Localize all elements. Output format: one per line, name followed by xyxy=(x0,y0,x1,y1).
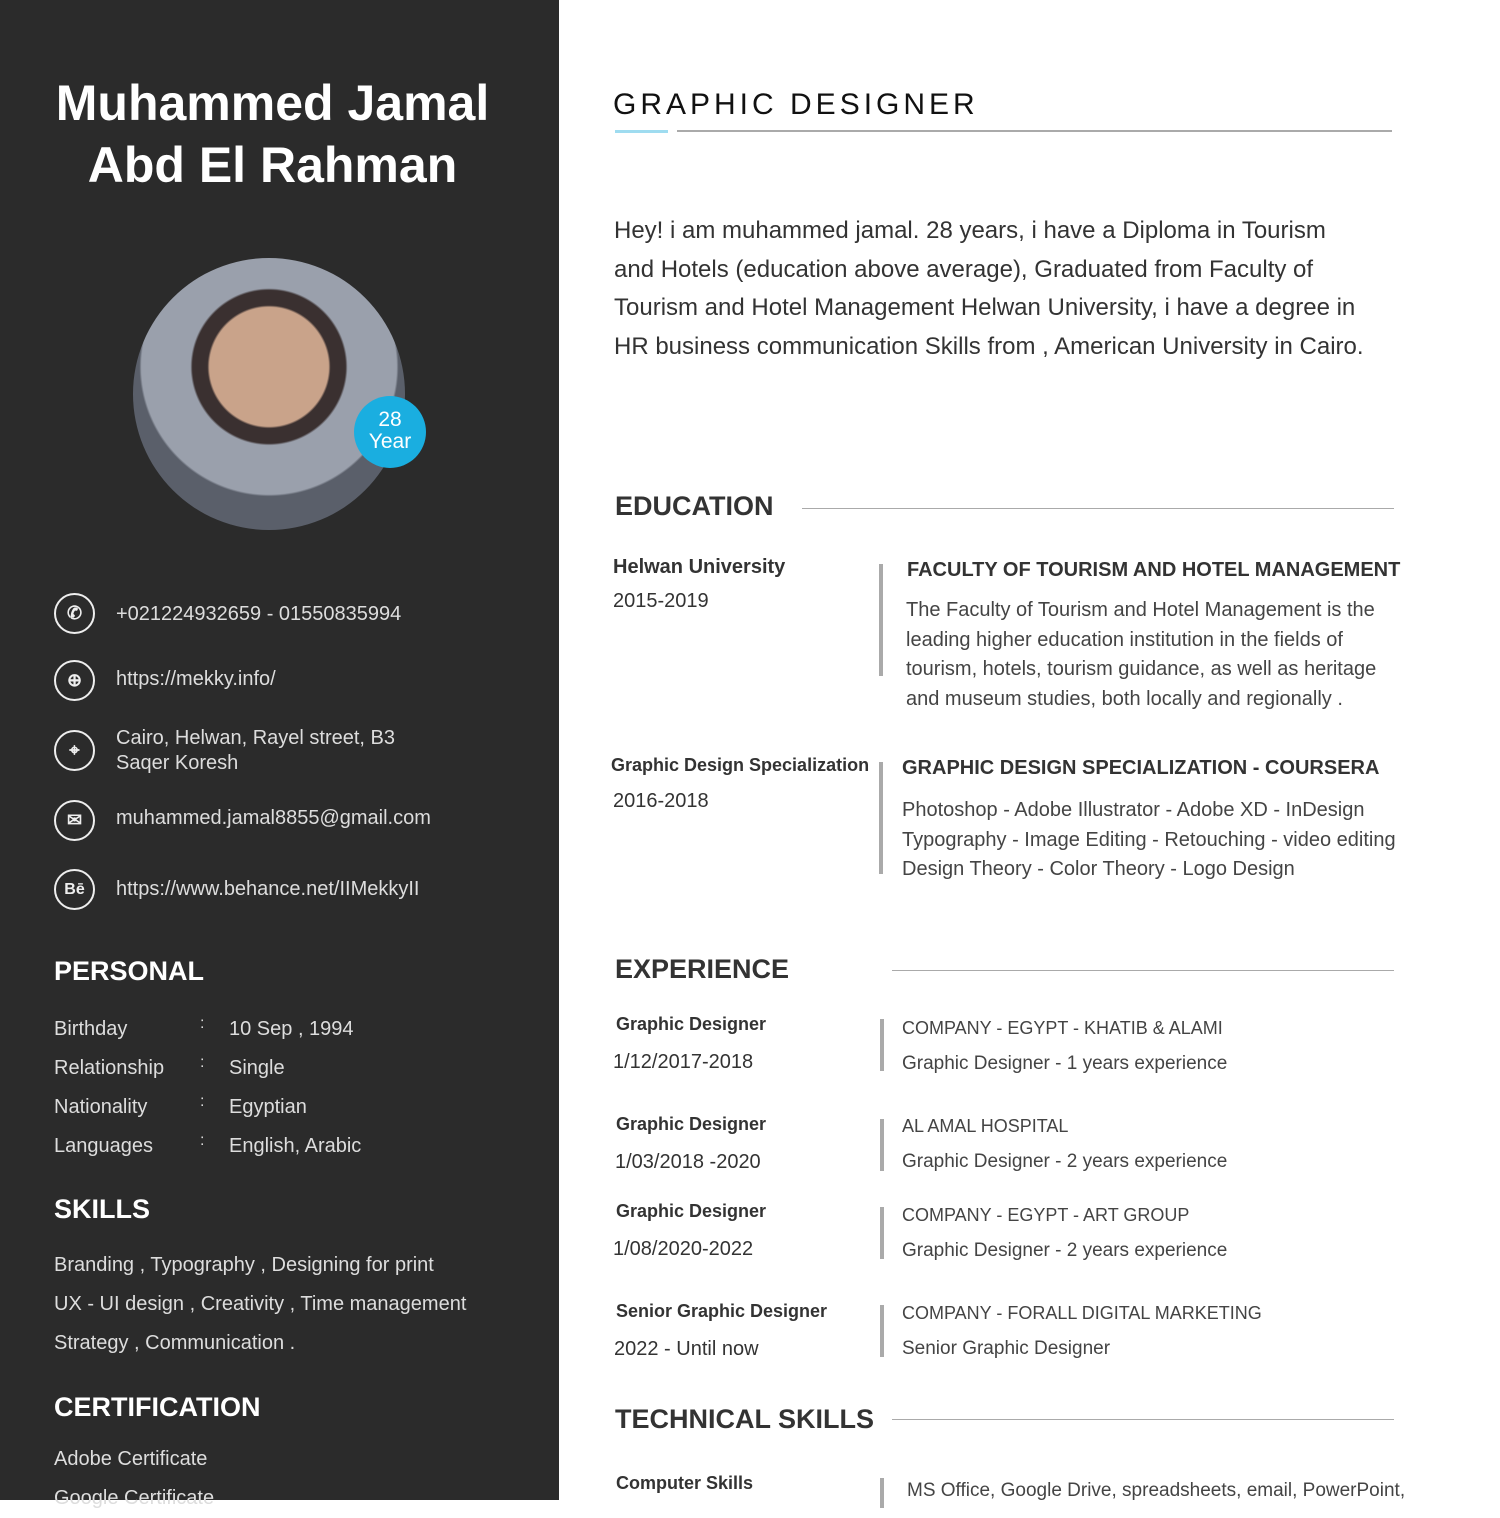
divider xyxy=(677,130,1392,132)
divider xyxy=(892,970,1394,971)
description-line: leading higher education institution in the fields of xyxy=(906,628,1343,651)
name-line-2: Abd El Rahman xyxy=(87,137,458,193)
personal-title: PERSONAL xyxy=(54,956,205,986)
personal-value: Egyptian xyxy=(229,1096,307,1118)
technical-skills-title: TECHNICAL SKILLS xyxy=(615,1404,875,1434)
divider xyxy=(802,508,1394,509)
profile-photo xyxy=(133,258,405,530)
contact-website[interactable]: https://mekky.info/ xyxy=(116,668,276,690)
education-heading: FACULTY OF TOURISM AND HOTEL MANAGEMENT xyxy=(907,559,1401,581)
description-line: tourism, hotels, tourism guidance, as well as heritage xyxy=(906,658,1377,680)
experience-company: COMPANY - EGYPT - KHATIB & ALAMI xyxy=(902,1018,1223,1038)
experience-role: Graphic Designer xyxy=(616,1114,767,1134)
vertical-bar xyxy=(880,1207,884,1259)
experience-role: Graphic Designer xyxy=(616,1014,767,1034)
education-description xyxy=(906,596,1412,714)
experience-description: Graphic Designer - 1 years experience xyxy=(902,1053,1228,1074)
description-line: Typography - Image Editing - Retouching - video editing xyxy=(902,828,1396,851)
intro-line: Hey! i am muhammed jamal. 28 years, i have a Diploma in Tourism xyxy=(614,217,1326,244)
vertical-bar xyxy=(880,1019,884,1071)
education-years: 2015-2019 xyxy=(613,590,709,612)
experience-description: Graphic Designer - 2 years experience xyxy=(902,1151,1228,1172)
experience-company: AL AMAL HOSPITAL xyxy=(902,1116,1069,1136)
vertical-bar xyxy=(880,1119,884,1171)
certification-list xyxy=(54,1440,214,1518)
experience-title: EXPERIENCE xyxy=(615,954,790,984)
intro-line: HR business communication Skills from , American University in Cairo. xyxy=(614,332,1364,360)
education-title: EDUCATION xyxy=(615,491,774,521)
description-line: Design Theory - Color Theory - Logo Design xyxy=(902,858,1295,880)
skills-list xyxy=(54,1246,466,1363)
experience-role: Senior Graphic Designer xyxy=(616,1301,828,1321)
mail-icon: ✉ xyxy=(54,800,95,841)
vertical-bar xyxy=(879,564,883,676)
full-name xyxy=(0,72,545,196)
certification-title: CERTIFICATION xyxy=(54,1392,261,1422)
separator: : xyxy=(200,1093,205,1110)
contact-behance[interactable]: https://www.behance.net/IIMekkyII xyxy=(116,878,420,900)
contact-phone: +021224932659 - 01550835994 xyxy=(116,603,402,625)
technical-skill-value: MS Office, Google Drive, spreadsheets, email, PowerPoint, xyxy=(907,1480,1406,1501)
personal-label: Nationality xyxy=(54,1096,148,1118)
experience-company: COMPANY - EGYPT - ART GROUP xyxy=(902,1205,1190,1225)
vertical-bar xyxy=(880,1305,884,1357)
certification-item: Google Certificate xyxy=(54,1487,215,1509)
experience-dates: 1/03/2018 -2020 xyxy=(615,1151,761,1173)
address-line-1: Cairo, Helwan, Rayel street, B3 xyxy=(116,727,396,749)
personal-value: English, Arabic xyxy=(229,1135,362,1157)
divider xyxy=(892,1419,1394,1420)
personal-value: 10 Sep , 1994 xyxy=(229,1018,354,1040)
vertical-bar xyxy=(879,762,883,874)
description-line: and museum studies, both locally and regionally . xyxy=(906,687,1343,710)
experience-role: Graphic Designer xyxy=(616,1201,767,1221)
separator: : xyxy=(200,1132,205,1149)
education-heading: GRAPHIC DESIGN SPECIALIZATION - COURSERA xyxy=(902,757,1380,779)
contact-email[interactable]: muhammed.jamal8855@gmail.com xyxy=(116,807,431,829)
name-line-1: Muhammed Jamal xyxy=(55,75,490,131)
education-description xyxy=(902,796,1396,885)
behance-icon: Bē xyxy=(54,869,95,910)
skills-line: UX - UI design , Creativity , Time management xyxy=(54,1293,467,1315)
accent-underline xyxy=(615,130,668,133)
skills-title: SKILLS xyxy=(54,1194,151,1224)
experience-company: COMPANY - FORALL DIGITAL MARKETING xyxy=(902,1303,1262,1323)
age-badge xyxy=(354,396,426,468)
technical-skill-label: Computer Skills xyxy=(616,1473,754,1493)
skills-line: Branding , Typography , Designing for print xyxy=(54,1254,434,1276)
phone-icon: ✆ xyxy=(54,593,95,634)
personal-label: Relationship xyxy=(54,1057,165,1079)
experience-description: Graphic Designer - 2 years experience xyxy=(902,1240,1228,1261)
education-school: Helwan University xyxy=(613,556,786,578)
age-number: 28 xyxy=(378,408,402,431)
experience-description: Senior Graphic Designer xyxy=(902,1338,1111,1359)
job-title: GRAPHIC DESIGNER xyxy=(613,88,979,121)
address-line-2: Saqer Koresh xyxy=(116,752,239,774)
education-school: Graphic Design Specialization xyxy=(611,755,870,775)
description-line: The Faculty of Tourism and Hotel Management is the xyxy=(906,599,1375,621)
personal-label: Birthday xyxy=(54,1018,128,1040)
intro-line: Tourism and Hotel Management Helwan University, i have a degree in xyxy=(614,294,1356,321)
sidebar xyxy=(0,0,559,1509)
experience-dates: 1/12/2017-2018 xyxy=(613,1051,754,1073)
certification-item: Adobe Certificate xyxy=(54,1448,208,1470)
separator: : xyxy=(200,1015,205,1032)
personal-value: Single xyxy=(229,1057,285,1079)
contact-address xyxy=(116,726,395,776)
vertical-bar xyxy=(880,1478,884,1508)
education-years: 2016-2018 xyxy=(613,790,709,812)
experience-dates: 1/08/2020-2022 xyxy=(613,1238,754,1260)
location-pin-icon: ⌖ xyxy=(54,730,95,771)
skills-line: Strategy , Communication . xyxy=(54,1332,296,1354)
personal-label: Languages xyxy=(54,1135,153,1157)
age-unit: Year xyxy=(368,430,412,453)
intro-line: and Hotels (education above average), Graduated from Faculty of xyxy=(614,255,1314,283)
experience-dates: 2022 - Until now xyxy=(614,1338,759,1360)
separator: : xyxy=(200,1054,205,1071)
description-line: Photoshop - Adobe Illustrator - Adobe XD - InDesign xyxy=(902,799,1365,821)
globe-icon: ⊕ xyxy=(54,660,95,701)
intro-paragraph xyxy=(614,212,1394,366)
